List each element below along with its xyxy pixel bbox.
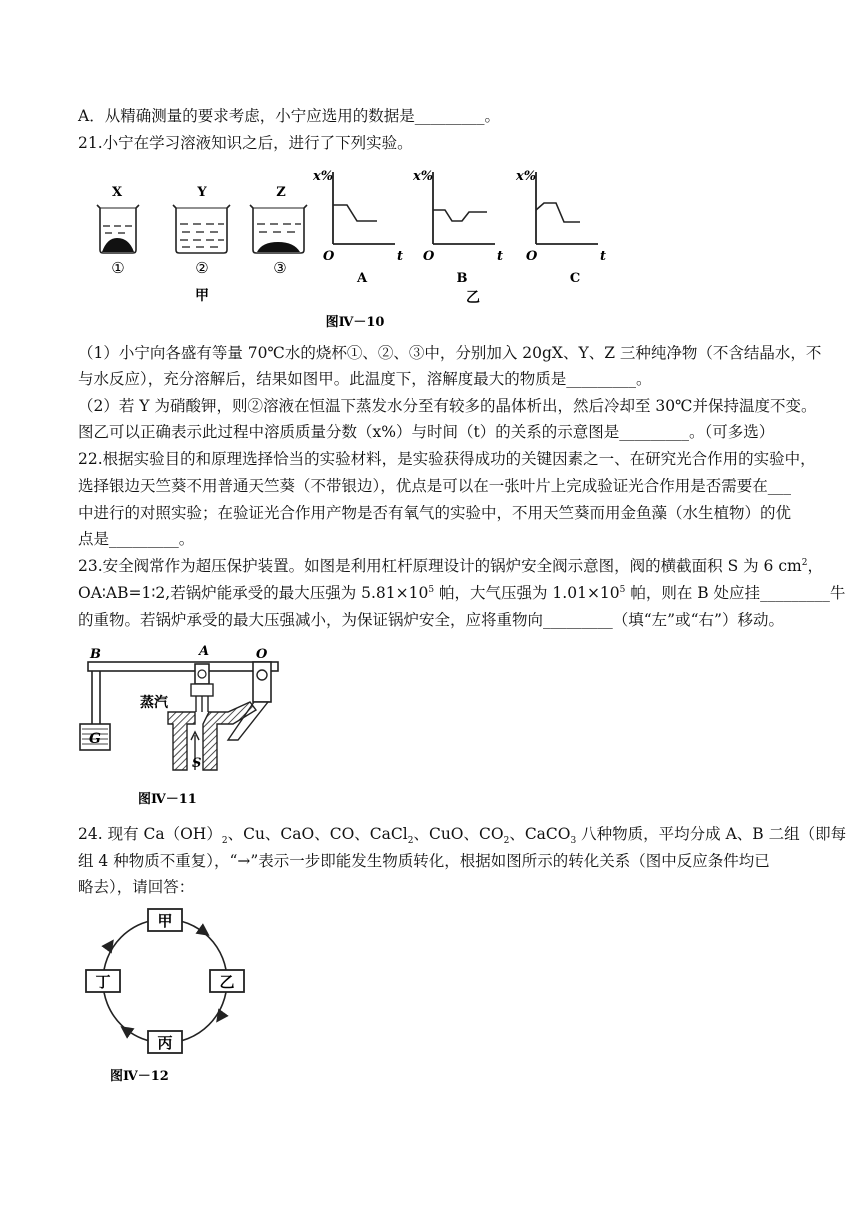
q24-line3: 略去），请回答： <box>78 878 195 896</box>
graph-b-xlabel: t <box>497 249 504 264</box>
label-s: S <box>192 756 202 771</box>
figure-iv-10-svg <box>85 160 605 335</box>
q23-line3: 的重物。若锅炉承受的最大压强减小，为保证锅炉安全，应将重物向_________（填“左”或“右”）移动。 <box>78 611 784 629</box>
graph-b-origin: O <box>423 249 435 264</box>
figure-iv-11-svg <box>78 640 298 810</box>
beaker-2-label: Y <box>197 185 207 200</box>
q22-line4: 点是_________。 <box>78 530 195 548</box>
beaker-3-num: ③ <box>273 259 287 277</box>
graph-a-origin: O <box>323 249 335 264</box>
graph-a-ylabel: x% <box>313 169 334 184</box>
graph-a-xlabel: t <box>397 249 404 264</box>
beaker-1-label: X <box>111 185 123 200</box>
graph-b-label: B <box>456 271 468 286</box>
q23-line1: 23.安全阀常作为超压保护装置。如图是利用杠杆原理设计的锅炉安全阀示意图，阀的横截面积 S 为 6 $cm^2$， <box>78 557 823 575</box>
q22-line1: 22.根据实验目的和原理选择恰当的实验材料，是实验获得成功的关键因素之一、在研究光合作用的实验中， <box>78 450 816 468</box>
figure-iv-12 <box>80 905 260 1095</box>
q22-line2: 选择银边天竺葵不用普通天竺葵（不带银边），优点是可以在一张叶片上完成验证光合作用是否需要在___ <box>78 477 792 495</box>
graph-c-ylabel: x% <box>516 169 537 184</box>
graph-c-label: C <box>569 271 581 286</box>
label-g: G <box>89 731 101 747</box>
node-yi-label: 乙 <box>219 973 235 991</box>
q22-line3: 中进行的对照实验；在验证光合作用产物是否有氧气的实验中，不用天竺葵而用金鱼藻（水生植物）的优 <box>78 504 792 522</box>
graph-b-ylabel: x% <box>413 169 434 184</box>
beaker-3-label: Z <box>276 185 286 200</box>
pivot <box>253 662 271 702</box>
figure-jia-label: 甲 <box>195 288 209 304</box>
q21-p1-line1: （1）小宁向各盛有等量 70℃水的烧杯①、②、③中，分别加入 20gX、Y、Z 三种纯净物（不含结晶水，不 <box>78 344 822 362</box>
figure-yi-label: 乙 <box>466 290 480 306</box>
beaker-2 <box>173 185 230 277</box>
figure-iv-10 <box>85 160 605 335</box>
beaker-3 <box>250 185 307 277</box>
q21-title: 21.小宁在学习溶液知识之后，进行了下列实验。 <box>78 134 413 152</box>
label-a: A <box>199 644 210 659</box>
q23-line2: OA∶AB=1∶2,若锅炉能承受的最大压强为 $5.81\times 10^5$ 帕，大气压强为 $1.01\times 10^5$ 帕，则在 B 处应挂_________牛 <box>78 584 846 602</box>
q21-p2-line1: （2）若 Y 为硝酸钾，则②溶液在恒温下蒸发水分至有较多的晶体析出，然后冷却至 30℃并保持温度不变。 <box>78 397 817 415</box>
figure-iv-11-caption: 图Ⅳ－11 <box>138 792 197 807</box>
q20-line-a: A．从精确测量的要求考虑，小宁应选用的数据是_________。 <box>78 107 500 125</box>
graph-b <box>412 169 503 286</box>
node-ding-label: 丁 <box>95 973 111 991</box>
graph-a <box>312 169 403 286</box>
graph-c <box>515 169 606 286</box>
graph-c-origin: O <box>526 249 538 264</box>
lever-bar <box>88 662 278 671</box>
q24-line2: 组 4 种物质不重复），“→”表示一步即能发生物质转化，根据如图所示的转化关系（图中反应条件均已 <box>78 852 770 870</box>
beaker-1-num: ① <box>111 259 125 277</box>
q21-p2-line2: 图乙可以正确表示此过程中溶质质量分数（x%）与时间（t）的关系的示意图是_________。（可多选） <box>78 423 775 441</box>
q21-p1-line2: 与水反应），充分溶解后，结果如图甲。此温度下，溶解度最大的物质是_________。 <box>78 370 652 388</box>
label-o: O <box>256 647 268 662</box>
beaker-2-num: ② <box>195 259 209 277</box>
figure-iv-11 <box>78 640 298 810</box>
figure-iv-12-svg <box>80 905 260 1095</box>
figure-iv-10-caption: 图Ⅳ－10 <box>325 315 385 330</box>
node-bing-label: 丙 <box>157 1034 173 1052</box>
node-jia-label: 甲 <box>157 912 173 930</box>
figure-iv-12-caption: 图Ⅳ－12 <box>110 1069 169 1084</box>
graph-a-label: A <box>356 271 368 286</box>
beaker-1 <box>97 185 139 277</box>
steam-label: 蒸汽 <box>140 695 168 711</box>
graph-c-xlabel: t <box>600 249 607 264</box>
q24-line1: 24. 现有 $Ca(OH)_2$、Cu、CaO、CO、CaCl$_2$、CuO、$CO_2$、CaCO$_3$ 八种物质，平均分成 A、B 二组（即每 <box>78 825 847 847</box>
label-b: B <box>90 647 101 662</box>
